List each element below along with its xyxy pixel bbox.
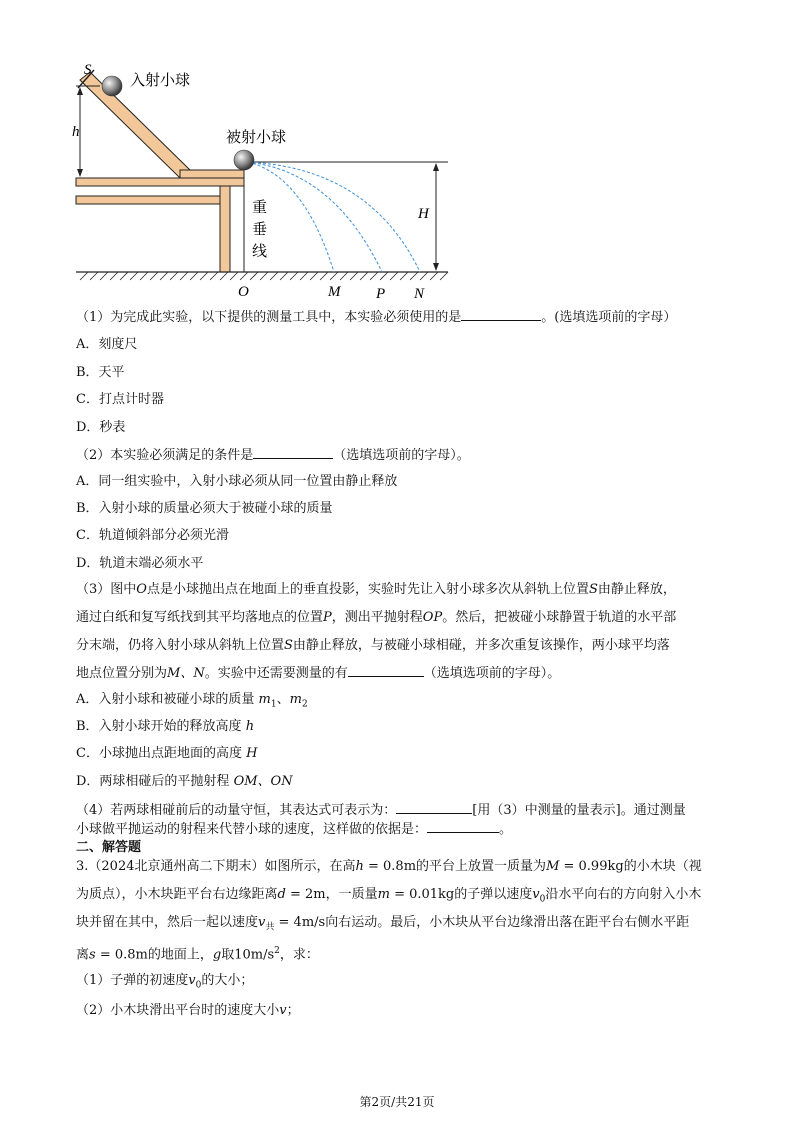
h-arrow-up — [77, 87, 83, 95]
q2-option-a: A．同一组实验中，入射小球必须从同一位置由静止释放 — [76, 474, 398, 489]
table-lower — [76, 196, 230, 204]
q2-stem-text: （2）本实验必须满足的条件是 — [76, 448, 254, 463]
problem3-line-3: 块并留在其中，然后一起以速度$v_共 = 4m/s$向右运动。最后，小木块从平台边缘滑出落在距平台右侧水平距 — [76, 915, 690, 933]
q1-stem-text: （1）为完成此实验，以下提供的测量工具中，本实验必须使用的是 — [76, 310, 462, 325]
q3-para-line-4: 地点位置分别为M、N。实验中还需要测量的有 （选填选项前的字母）。 — [76, 662, 560, 684]
label-h: h — [72, 124, 80, 140]
q1-option-b: B．天平 — [76, 365, 125, 380]
label-s: S — [84, 62, 92, 78]
trajectory-P — [248, 162, 382, 272]
q3-option-a: A．入射小球和被碰小球的质量 $m_1$、$m_2$ — [76, 692, 308, 710]
q2-option-b: B．入射小球的质量必须大于被碰小球的质量 — [76, 501, 333, 516]
label-plumb-1: 重 — [252, 198, 268, 216]
horizontal-track — [180, 170, 244, 178]
label-H: H — [418, 206, 429, 222]
experiment-diagram — [72, 52, 462, 302]
problem3-sub-2: （2）小木块滑出平台时的速度大小v； — [76, 1003, 300, 1018]
q1-option-a: A．刻度尺 — [76, 337, 138, 352]
q1-option-d: D．秒表 — [76, 420, 126, 435]
q3-option-c: C．小球抛出点距地面的高度 H — [76, 746, 258, 761]
q4-line-2: 小球做平抛运动的射程来代替小球的速度，这样做的依据是： 。 — [76, 818, 512, 840]
incident-ball — [102, 76, 122, 96]
q1-option-c: C．打点计时器 — [76, 392, 164, 407]
section-heading: 二、解答题 — [76, 840, 142, 855]
h-arrow-down — [77, 169, 83, 177]
label-M: M — [328, 284, 341, 300]
table-leg — [220, 186, 230, 272]
problem3-line-2: 为质点），小木块距平台右边缘距离d = 2m，一质量m = 0.01kg的子弹以速度$v_0$沿水平向右的方向射入小木 — [76, 887, 702, 905]
problem3-sub-1: （1）子弹的初速度$v_0$的大小； — [76, 973, 254, 991]
q1-stem-tail: 。(选填选项前的字母） — [541, 310, 677, 325]
q1-stem — [76, 306, 676, 328]
label-target: 被射小球 — [226, 128, 287, 146]
q3-para-line-2: 通过白纸和复写纸找到其平均落地点的位置P，测出平抛射程OP。然后，把被碰小球静置于轨道的水平部 — [76, 610, 677, 625]
q4-reason-blank[interactable] — [427, 818, 499, 833]
label-N: N — [414, 286, 425, 302]
trajectory-N — [248, 162, 420, 272]
page-footer: 第2页/共21页 — [359, 1095, 435, 1109]
label-P: P — [376, 286, 386, 302]
q2-answer-blank[interactable] — [253, 444, 333, 459]
q2-stem-tail: （选填选项前的字母）。 — [333, 448, 470, 463]
label-incident: 入射小球 — [130, 71, 191, 89]
label-O: O — [238, 284, 249, 300]
q4-line-1: （4）若两球相碰前后的动量守恒，其表达式可表示为： [用（3）中测量的量表示]。通过测量 — [76, 799, 686, 821]
q3-para-line-1: （3）图中O点是小球抛出点在地面上的垂直投影，实验时先让入射小球多次从斜轨上位置S由静止释放， — [76, 582, 676, 597]
label-plumb-3: 线 — [252, 242, 268, 260]
q3-option-b: B．入射小球开始的释放高度 h — [76, 719, 255, 734]
q1-answer-blank[interactable] — [461, 306, 541, 321]
H-arrow-up — [433, 163, 439, 171]
table-top — [76, 178, 244, 186]
q3-option-d: D．两球相碰后的平抛射程 OM、ON — [76, 774, 293, 789]
target-ball — [234, 150, 254, 170]
q2-option-c: C．轨道倾斜部分必须光滑 — [76, 528, 229, 543]
q2-stem — [76, 444, 470, 466]
H-arrow-down — [433, 263, 439, 271]
problem3-line-1: 3.（2024北京通州高二下期末）如图所示，在高h = 0.8m的平台上放置一质量为M = 0.99kg的小木块（视 — [76, 859, 702, 874]
q4-expression-blank[interactable] — [396, 799, 472, 814]
q2-option-d: D．轨道末端必须水平 — [76, 556, 204, 571]
q3-answer-blank[interactable] — [348, 662, 424, 677]
label-plumb-2: 垂 — [252, 220, 268, 238]
ground-hatch — [80, 272, 448, 280]
q3-para-line-3: 分末端，仍将入射小球从斜轨上位置S由静止释放，与被碰小球相碰，并多次重复该操作，两小球平均落 — [76, 638, 670, 653]
problem3-line-4: 离s = 0.8m的地面上，g取$10m/s^2$，求： — [76, 946, 319, 963]
